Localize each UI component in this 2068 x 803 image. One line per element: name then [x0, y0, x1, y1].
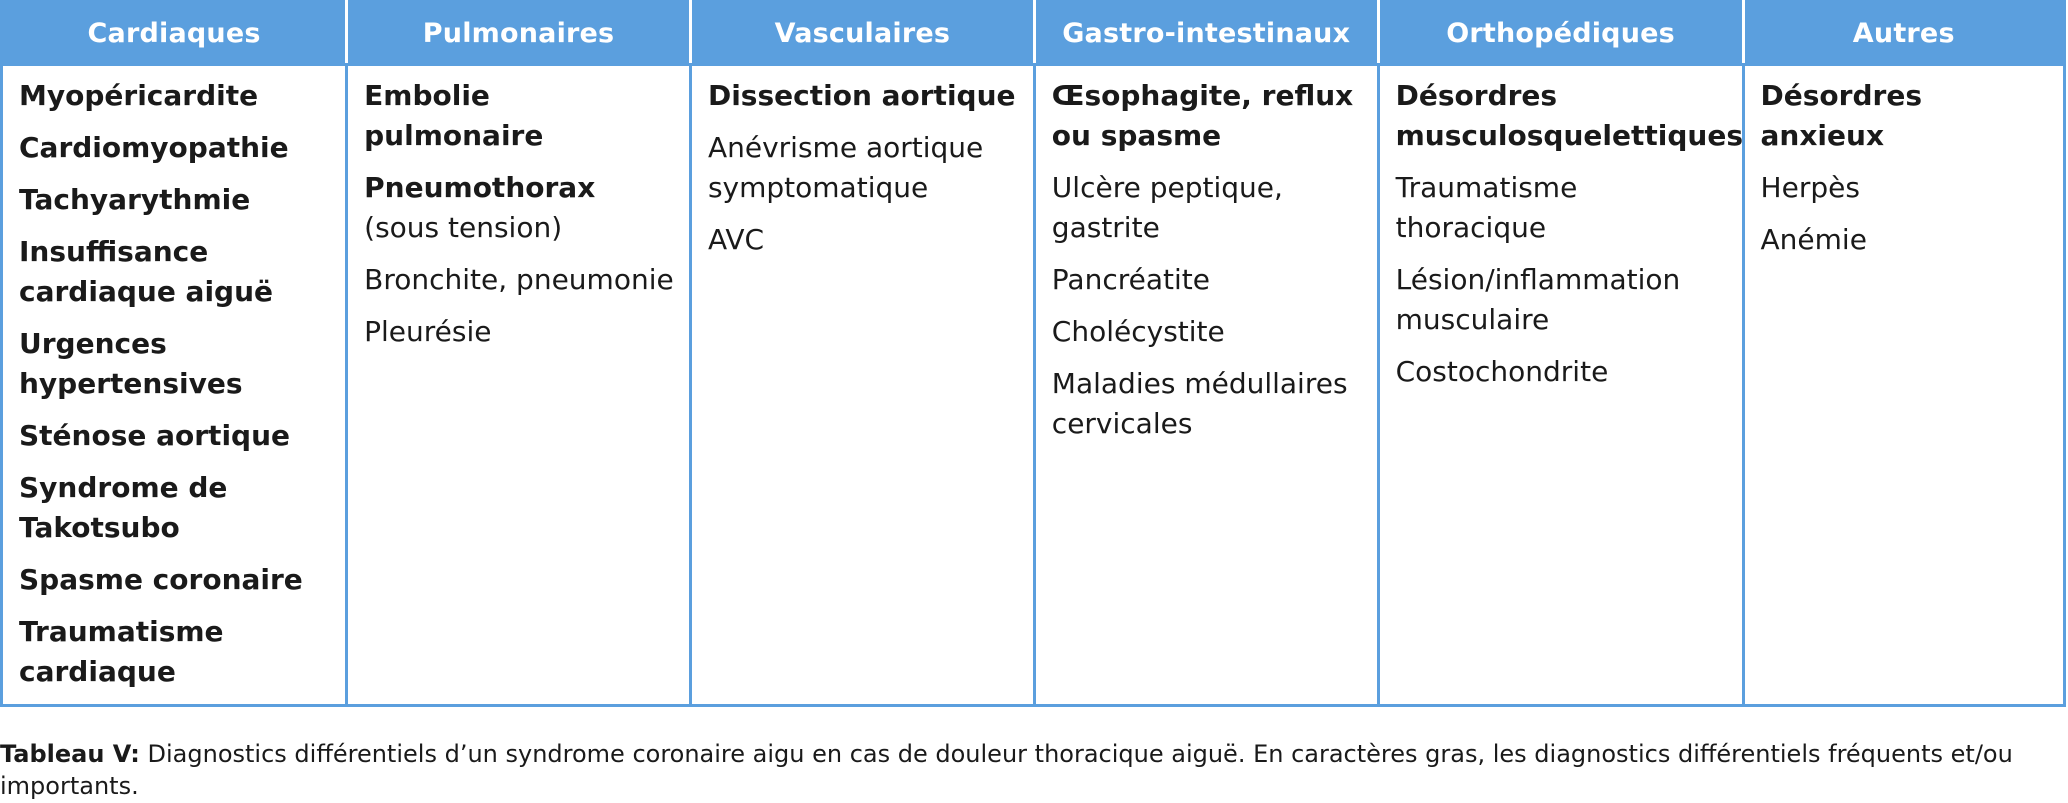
- caption-label: Tableau V:: [0, 740, 140, 768]
- table-caption: [0, 738, 2066, 802]
- diagnosis-item: Tachyarythmie: [19, 183, 251, 216]
- column-header-pulmonaires: Pulmonaires: [347, 2, 691, 65]
- diagnosis-item-qualifier: (sous tension): [364, 211, 563, 244]
- diagnosis-item: Pleurésie: [364, 315, 492, 348]
- caption-text: Diagnostics différentiels d’un syndrome coronaire aigu en cas de douleur thoracique aiguë. En caractères gras, les diagnostics différentiels fréquents et/ou importants.: [0, 740, 2013, 800]
- column-header-orthopediques: Orthopédiques: [1378, 2, 1743, 65]
- diagnosis-item: Anémie: [1760, 223, 1867, 256]
- diagnosis-item: Sténose aortique: [19, 419, 291, 452]
- diagnosis-item: Herpès: [1760, 171, 1860, 204]
- diagnosis-item: Costochondrite: [1395, 355, 1609, 388]
- diagnosis-item: Désordres musculosquelettiques: [1395, 79, 1743, 152]
- diagnosis-item: Dissection aortique: [707, 79, 1016, 112]
- diagnosis-item: Cholécystite: [1051, 315, 1225, 348]
- diagnosis-item: Ulcère peptique, gastrite: [1051, 171, 1283, 244]
- column-cell-autres: [1743, 65, 2064, 706]
- column-cell-cardiaques: [2, 65, 347, 706]
- diagnosis-item: Anévrisme aortique symptomatique: [707, 131, 984, 204]
- diagnosis-item: Lésion/inflammation musculaire: [1395, 263, 1681, 336]
- diagnosis-item: Myopéricardite: [19, 79, 259, 112]
- diagnosis-item: Traumatisme thoracique: [1395, 171, 1578, 244]
- diagnosis-item: Traumatisme cardiaque: [19, 615, 224, 688]
- diagnosis-item: Maladies médullaires cervicales: [1051, 367, 1348, 440]
- diagnosis-item: Embolie pulmonaire: [364, 79, 544, 152]
- diagnosis-item-main: Pneumothorax: [364, 171, 596, 204]
- diagnosis-item: Cardiomyopathie: [19, 131, 289, 164]
- diagnosis-item: Œsophagite, reflux ou spasme: [1051, 79, 1354, 152]
- table-header-row: [2, 2, 2065, 65]
- column-header-vasculaires: Vasculaires: [690, 2, 1034, 65]
- diagnosis-item: Syndrome de Takotsubo: [19, 471, 228, 544]
- diagnosis-item: Spasme coronaire: [19, 563, 303, 596]
- diagnosis-item: Urgences hypertensives: [19, 327, 243, 400]
- column-cell-vasculaires: [690, 65, 1034, 706]
- column-header-autres: Autres: [1743, 2, 2064, 65]
- diagnosis-item: Bronchite, pneumonie: [364, 263, 674, 296]
- diagnosis-item: [364, 168, 675, 248]
- column-header-gastro-intestinaux: Gastro-intestinaux: [1034, 2, 1378, 65]
- diagnosis-item: Insuffisance cardiaque aiguë: [19, 235, 274, 308]
- column-header-cardiaques: Cardiaques: [2, 2, 347, 65]
- column-cell-orthopediques: [1378, 65, 1743, 706]
- diagnosis-item: Désordres anxieux: [1760, 79, 1922, 152]
- column-cell-pulmonaires: [347, 65, 691, 706]
- diagnosis-item: Pancréatite: [1051, 263, 1210, 296]
- diagnosis-item: AVC: [707, 223, 765, 256]
- table-body-row: [2, 65, 2065, 706]
- column-cell-gastro-intestinaux: [1034, 65, 1378, 706]
